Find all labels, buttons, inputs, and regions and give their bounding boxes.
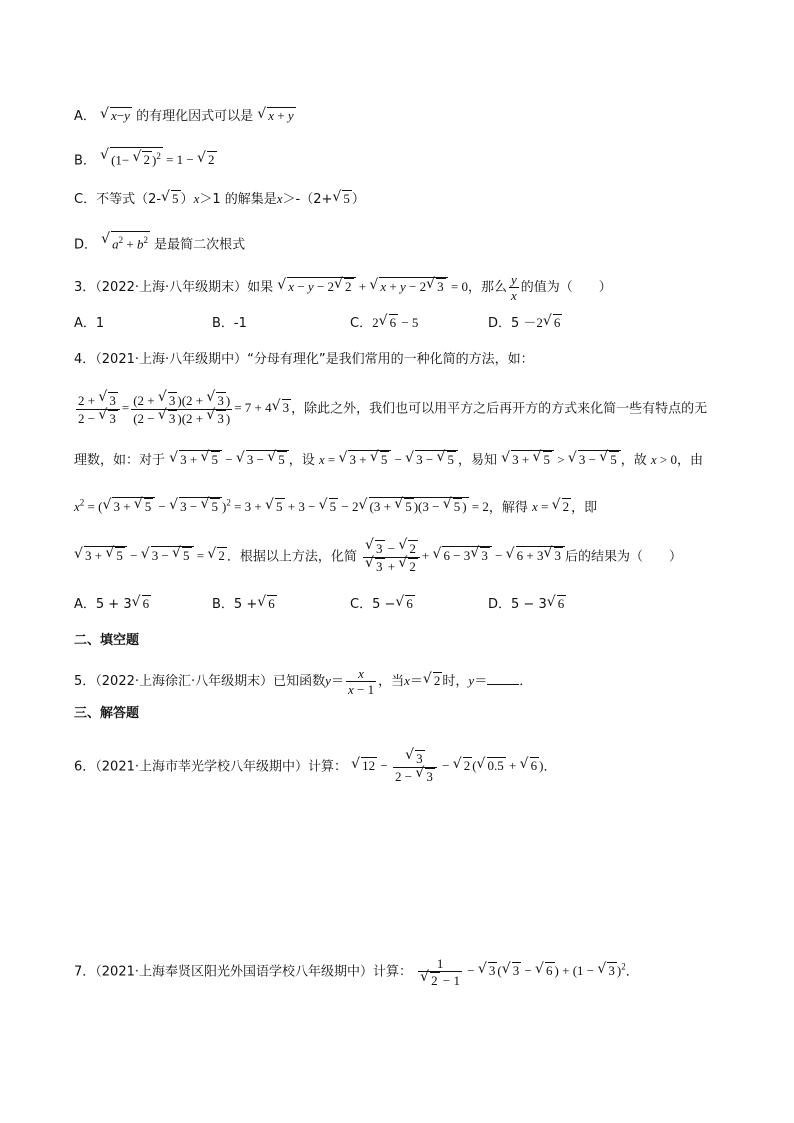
q3-option-a: A．1 <box>74 316 105 331</box>
math-expr: 1 √ 2 − 1 − √ 3 (√ 3 − √ 6 ) + (1 − √ 3 )$^2$ <box>416 963 626 978</box>
q4-line-5: √ 3 + √ 5 − √ 3 − √ 5 = √ 2 ．根据以上方法，化简 √ 3 − √ 2 √ 3 + √ 2 + √ 6 − 3√ 3 − √ 6 + 3√ 3 后的结果为（ ） <box>74 540 682 575</box>
math-expr: √ x + y <box>257 108 295 123</box>
math-expr: √ $a^2 + b^2$ <box>101 236 150 251</box>
section-fill-in-title: 二、填空题 <box>74 633 140 648</box>
q3-option-b: B．-1 <box>212 316 247 331</box>
answer-blank[interactable] <box>487 672 519 685</box>
question-7: 7．（2021·上海奉贤区阳光外国语学校八年级期中）计算： 1 √ 2 − 1 − √ 3 (√ 3 − √ 6 ) + (1 − √ 3 )$^2$． <box>74 956 639 989</box>
question-6: 6．（2021·上海市莘光学校八年级期中）计算： √ 12 − √ $\frac{3}{2 - √ 3}$ − √ 2 (√ 0.5 + √ 6 )． <box>74 750 556 785</box>
q2-option-d: D． √ $a^2 + b^2$ 是最简二次根式 <box>74 231 245 255</box>
q4-option-c: C．5 −√ 6 <box>350 594 488 615</box>
q4-example-line: $\frac{2 + √ 3}{2 - √ 3}$ = $\frac{(2 + √ 3 )(2 + √ 3 )}{(2 - √ 3 )(2 + √ 3 )}$ = 7 + 4√ 3 ，除此之外，我们也可以用平方之后再开方的方式来化简一些有特点的无 <box>74 392 707 427</box>
section-solve-title: 三、解答题 <box>74 706 140 721</box>
q3-option-c: C．2√ 6 − 5 <box>350 313 488 334</box>
q4-option-b: B．5 +√ 6 <box>212 594 350 615</box>
q3-option-d: D．5 －2√ 6 <box>488 313 626 334</box>
math-expr: $\frac{2 + √ 3}{2 - √ 3}$ = $\frac{(2 + √ 3 )(2 + √ 3 )}{(2 - √ 3 )(2 + √ 3 )}$ = 7 + 4√ 3 <box>74 400 291 415</box>
q4-option-a: A．5 + 3√ 6 <box>74 594 212 615</box>
math-expr: √ x − y − 2√ 2 + √ x + y − 2√ 3 = 0 <box>277 279 468 294</box>
q4-line-3: 理数，如：对于 √ 3 + √ 5 − √ 3 − √ 5 ，设 x = √ 3 + √ 5 − √ 3 − √ 5 ，易知 √ 3 + √ 5 > √ 3 − √ 5 ，故 x > 0，由 <box>74 450 703 471</box>
q4-option-d: D．5 − 3√ 6 <box>488 594 626 615</box>
math-expr: √ x−y <box>100 108 132 123</box>
math-expr: √ (1− √ 2 )$^2$ = 1 − √ 2 <box>100 152 216 167</box>
q4-line-4: $x^2$ = (√ 3 + √ 5 − √ 3 − √ 5 )$^2$ = 3 + √ 5 + 3 − √ 5 − 2√ (3 + √ 5 )(3 − √ 5 ) = 2，解得 x = √ 2 ，即 <box>74 493 597 518</box>
question-5: 5．（2022·上海徐汇·八年级期末）已知函数y＝ $\frac{x}{x - 1}$ ，当x＝√ 2 时，y＝ ． <box>74 666 532 697</box>
q2-option-c: C．不等式（2-√ 5 ）x＞1 的解集是x＞-（2+√ 5 ） <box>74 189 365 210</box>
question-4: 4．（2021·上海·八年级期中）“分母有理化”是我们常用的一种化简的方法，如： <box>74 352 534 367</box>
question-3: 3．（2022·上海·八年级期末）如果 √ x − y − 2√ 2 + √ x + y − 2√ 3 = 0，那么 $\frac{y}{x}$ 的值为（ ） <box>74 272 612 303</box>
q2-option-a: A． √ x−y 的有理化因式可以是 √ x + y <box>74 106 296 127</box>
q4-options <box>74 594 626 615</box>
fraction-x-over-x-minus-1: $\frac{x}{x - 1}$ <box>347 666 375 697</box>
fraction-y-over-x: $\frac{y}{x}$ <box>511 272 517 303</box>
q2-option-b: B． √ (1− √ 2 )$^2$ = 1 − √ 2 <box>74 147 217 171</box>
q3-options <box>74 313 626 334</box>
math-expr: √ 12 − √ $\frac{3}{2 - √ 3}$ − √ 2 (√ 0.5 + √ 6 ) <box>351 758 543 773</box>
